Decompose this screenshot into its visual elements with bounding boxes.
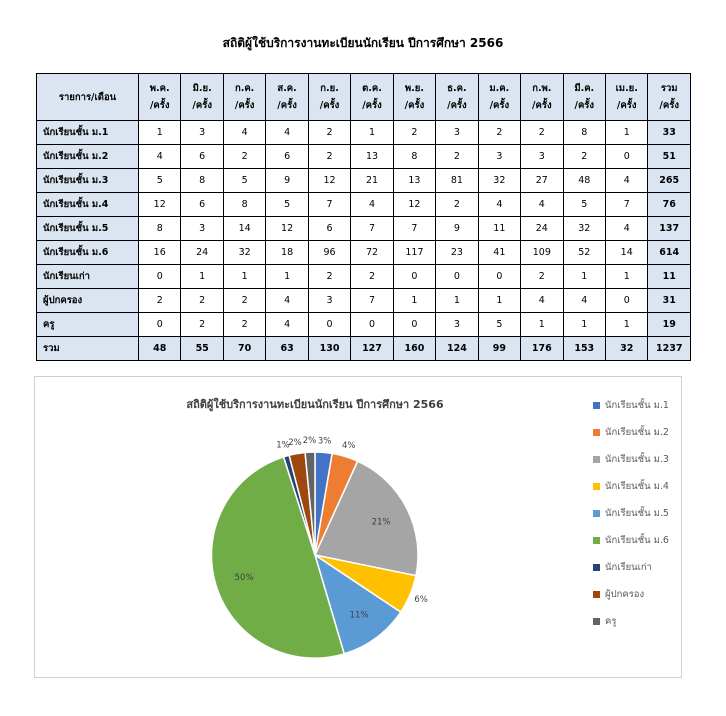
column-header-month: พ.ค. [149, 83, 170, 94]
legend-item [593, 608, 679, 635]
pie-data-label: 6% [414, 595, 428, 606]
table-cell: 7 [605, 193, 647, 217]
table-cell: 117 [393, 241, 435, 265]
table-cell: 2 [181, 289, 223, 313]
legend-item [593, 419, 679, 446]
chart-legend [593, 392, 679, 635]
table-row [37, 265, 691, 289]
table-cell: 2 [436, 193, 478, 217]
table-cell: 7 [351, 289, 393, 313]
table-cell: 109 [521, 241, 563, 265]
table-cell: 0 [351, 313, 393, 337]
table-cell: 2 [308, 121, 350, 145]
table-cell: 160 [393, 337, 435, 361]
legend-swatch [593, 483, 600, 490]
table-cell: 3 [521, 145, 563, 169]
table-cell: 4 [351, 193, 393, 217]
table-cell: 2 [308, 265, 350, 289]
column-header-month: ธ.ค. [447, 83, 467, 94]
row-label: นักเรียนเก่า [37, 265, 139, 289]
column-header [521, 74, 563, 121]
table-cell: 0 [478, 265, 520, 289]
legend-swatch [593, 537, 600, 544]
table-cell: 0 [139, 265, 181, 289]
table-cell: 1 [478, 289, 520, 313]
table-cell: 2 [521, 265, 563, 289]
table-cell: 4 [478, 193, 520, 217]
table-cell: 12 [308, 169, 350, 193]
legend-item [593, 554, 679, 581]
column-header-month: ส.ค. [277, 83, 297, 94]
legend-item [593, 527, 679, 554]
column-header-month: ก.พ. [532, 83, 552, 94]
table-row [37, 145, 691, 169]
table-body [37, 121, 691, 361]
column-header-unit: /ครั้ง [362, 100, 382, 111]
table-cell: 72 [351, 241, 393, 265]
table-cell: 4 [223, 121, 265, 145]
legend-swatch [593, 456, 600, 463]
column-header [605, 74, 647, 121]
table-cell: 27 [521, 169, 563, 193]
table-cell: 1 [223, 265, 265, 289]
table-cell: 8 [223, 193, 265, 217]
row-label: ผู้ปกครอง [37, 289, 139, 313]
table-row [37, 337, 691, 361]
legend-label: นักเรียนชั้น ม.3 [605, 454, 669, 465]
legend-swatch [593, 510, 600, 517]
table-cell: 32 [223, 241, 265, 265]
table-cell: 7 [393, 217, 435, 241]
row-label: นักเรียนชั้น ม.5 [37, 217, 139, 241]
table-cell: 5 [223, 169, 265, 193]
page-title: สถิติผู้ใช้บริการงานทะเบียนนักเรียน ปีการศึกษา 2566 [222, 36, 504, 50]
table-cell: 55 [181, 337, 223, 361]
table-cell: 4 [605, 169, 647, 193]
table-cell: 5 [563, 193, 605, 217]
table-cell: 18 [266, 241, 308, 265]
table-cell: 3 [308, 289, 350, 313]
table-cell: 9 [436, 217, 478, 241]
table-cell: 5 [139, 169, 181, 193]
chart-title: สถิติผู้ใช้บริการงานทะเบียนนักเรียน ปีการศึกษา 2566 [186, 398, 444, 411]
legend-label: นักเรียนเก่า [605, 562, 652, 573]
column-header [351, 74, 393, 121]
row-label: ครู [37, 313, 139, 337]
legend-swatch [593, 564, 600, 571]
table-cell: 5 [478, 313, 520, 337]
row-total-cell: 33 [648, 121, 691, 145]
table-cell: 41 [478, 241, 520, 265]
legend-swatch [593, 429, 600, 436]
table-cell: 2 [563, 145, 605, 169]
column-header [436, 74, 478, 121]
table-cell: 2 [393, 121, 435, 145]
table-cell: 2 [436, 145, 478, 169]
table-cell: 81 [436, 169, 478, 193]
legend-label: นักเรียนชั้น ม.1 [605, 400, 669, 411]
row-label: นักเรียนชั้น ม.4 [37, 193, 139, 217]
table-cell: 1 [605, 313, 647, 337]
pie-data-label: 21% [371, 517, 391, 528]
column-header-unit: /ครั้ง [489, 100, 510, 111]
legend-item [593, 500, 679, 527]
row-label: นักเรียนชั้น ม.6 [37, 241, 139, 265]
legend-item [593, 446, 679, 473]
table-cell: 9 [266, 169, 308, 193]
column-header-month: ม.ค. [489, 83, 510, 94]
column-header-unit: /ครั้ง [192, 100, 212, 111]
table-cell: 0 [308, 313, 350, 337]
table-cell: 13 [351, 145, 393, 169]
table-cell: 0 [605, 289, 647, 313]
table-cell: 32 [563, 217, 605, 241]
table-header [37, 74, 691, 121]
column-header-month: เม.ย. [615, 83, 638, 94]
table-cell: 2 [351, 265, 393, 289]
column-header-month: ก.ค. [234, 83, 255, 94]
row-total-cell: 137 [648, 217, 691, 241]
column-header-month: มี.ค. [574, 83, 595, 94]
column-header-month: รวม [660, 83, 678, 94]
table-cell: 6 [266, 145, 308, 169]
column-header-month: มิ.ย. [192, 83, 212, 94]
table-cell: 1 [605, 265, 647, 289]
column-header [266, 74, 308, 121]
column-header-unit: /ครั้ง [234, 100, 255, 111]
table-cell: 12 [266, 217, 308, 241]
column-header-unit: /ครั้ง [532, 100, 552, 111]
table-cell: 21 [351, 169, 393, 193]
table-cell: 52 [563, 241, 605, 265]
table-cell: 3 [478, 145, 520, 169]
table-cell: 7 [308, 193, 350, 217]
row-label: นักเรียนชั้น ม.3 [37, 169, 139, 193]
legend-label: นักเรียนชั้น ม.6 [605, 535, 669, 546]
column-header [139, 74, 181, 121]
table-cell: 0 [605, 145, 647, 169]
row-total-cell: 614 [648, 241, 691, 265]
table-cell: 2 [181, 313, 223, 337]
row-label: นักเรียนชั้น ม.1 [37, 121, 139, 145]
row-total-cell: 265 [648, 169, 691, 193]
legend-label: ผู้ปกครอง [605, 589, 645, 600]
table-cell: 0 [393, 313, 435, 337]
row-total-cell: 51 [648, 145, 691, 169]
column-header-unit: /ครั้ง [319, 100, 340, 111]
header-row [37, 74, 691, 121]
column-header-unit: /ครั้ง [574, 100, 595, 111]
column-header [308, 74, 350, 121]
table-row [37, 313, 691, 337]
table-cell: 1 [563, 313, 605, 337]
column-header [478, 74, 520, 121]
table-cell: 1 [266, 265, 308, 289]
pie-data-label: 2% [302, 436, 317, 447]
table-cell: 24 [521, 217, 563, 241]
column-header-unit: /ครั้ง [616, 100, 637, 111]
legend-item [593, 392, 679, 419]
table-cell: 4 [139, 145, 181, 169]
legend-label: นักเรียนชั้น ม.4 [605, 481, 669, 492]
table-cell: 6 [308, 217, 350, 241]
column-header [223, 74, 265, 121]
table-cell: 12 [139, 193, 181, 217]
table-cell: 32 [478, 169, 520, 193]
table-cell: 6 [181, 145, 223, 169]
pie-data-label: 50% [234, 572, 254, 583]
pie-data-label: 2% [288, 437, 302, 448]
table-cell: 4 [605, 217, 647, 241]
legend-swatch [593, 591, 600, 598]
table-cell: 12 [393, 193, 435, 217]
table-cell: 130 [308, 337, 350, 361]
table-cell: 24 [181, 241, 223, 265]
table-cell: 0 [139, 313, 181, 337]
table-cell: 96 [308, 241, 350, 265]
row-header-cell: รายการ/เดือน [37, 74, 139, 121]
table-cell: 8 [563, 121, 605, 145]
row-label: นักเรียนชั้น ม.2 [37, 145, 139, 169]
table-cell: 2 [521, 121, 563, 145]
table-cell: 1 [139, 121, 181, 145]
legend-swatch [593, 618, 600, 625]
table-cell: 4 [266, 313, 308, 337]
column-header-month: ต.ค. [362, 83, 382, 94]
table-cell: 1 [351, 121, 393, 145]
table-cell: 16 [139, 241, 181, 265]
table-cell: 176 [521, 337, 563, 361]
table-cell: 3 [181, 217, 223, 241]
table-cell: 153 [563, 337, 605, 361]
table-cell: 3 [436, 121, 478, 145]
row-label: รวม [37, 337, 139, 361]
table-cell: 8 [139, 217, 181, 241]
pie-data-label: 4% [341, 441, 356, 451]
table-cell: 4 [563, 289, 605, 313]
column-header-unit: /ครั้ง [149, 100, 170, 111]
table-cell: 127 [351, 337, 393, 361]
column-header [181, 74, 223, 121]
table-cell: 11 [478, 217, 520, 241]
table-cell: 2 [478, 121, 520, 145]
row-total-cell: 76 [648, 193, 691, 217]
table-row [37, 217, 691, 241]
table-cell: 6 [181, 193, 223, 217]
table-cell: 1 [393, 289, 435, 313]
column-header-month: ก.ย. [320, 83, 339, 94]
table-row [37, 289, 691, 313]
table-cell: 2 [308, 145, 350, 169]
column-header-unit: /ครั้ง [447, 100, 467, 111]
table-cell: 14 [223, 217, 265, 241]
table-cell: 70 [223, 337, 265, 361]
table-cell: 8 [181, 169, 223, 193]
table-row [37, 169, 691, 193]
table-cell: 4 [521, 289, 563, 313]
table-row [37, 121, 691, 145]
table-row [37, 241, 691, 265]
pie-data-label: 1% [276, 440, 290, 451]
table-cell: 1 [521, 313, 563, 337]
table-cell: 1 [436, 289, 478, 313]
row-total-cell: 1237 [648, 337, 691, 361]
row-total-cell: 19 [648, 313, 691, 337]
table-cell: 4 [266, 121, 308, 145]
pie-data-label: 11% [349, 610, 369, 621]
table-cell: 0 [436, 265, 478, 289]
table-cell: 4 [521, 193, 563, 217]
table-cell: 4 [266, 289, 308, 313]
table-cell: 8 [393, 145, 435, 169]
legend-label: นักเรียนชั้น ม.2 [605, 427, 669, 438]
table-cell: 14 [605, 241, 647, 265]
legend-swatch [593, 402, 600, 409]
table-cell: 48 [563, 169, 605, 193]
statistics-table [36, 73, 691, 361]
column-header [393, 74, 435, 121]
legend-label: ครู [605, 616, 617, 627]
table-cell: 1 [181, 265, 223, 289]
table-cell: 13 [393, 169, 435, 193]
table-row [37, 193, 691, 217]
table-cell: 0 [393, 265, 435, 289]
table-cell: 2 [223, 289, 265, 313]
pie-chart-panel [34, 376, 682, 678]
legend-item [593, 473, 679, 500]
table-cell: 2 [223, 313, 265, 337]
table-cell: 2 [223, 145, 265, 169]
table-cell: 1 [563, 265, 605, 289]
column-header-month: พ.ย. [404, 83, 424, 94]
row-total-cell: 31 [648, 289, 691, 313]
pie-chart [35, 377, 595, 677]
table-cell: 1 [605, 121, 647, 145]
table-cell: 3 [436, 313, 478, 337]
table-cell: 63 [266, 337, 308, 361]
table-cell: 99 [478, 337, 520, 361]
table-cell: 7 [351, 217, 393, 241]
legend-item [593, 581, 679, 608]
table-cell: 48 [139, 337, 181, 361]
table-cell: 23 [436, 241, 478, 265]
column-header-unit: /ครั้ง [404, 100, 425, 111]
column-header [648, 74, 691, 121]
column-header-unit: /ครั้ง [277, 100, 297, 111]
column-header-unit: /ครั้ง [659, 100, 679, 111]
table-cell: 3 [181, 121, 223, 145]
pie-data-label: 3% [317, 436, 332, 447]
legend-label: นักเรียนชั้น ม.5 [605, 508, 669, 519]
table-cell: 124 [436, 337, 478, 361]
table-cell: 32 [605, 337, 647, 361]
table-cell: 2 [139, 289, 181, 313]
table-cell: 5 [266, 193, 308, 217]
row-total-cell: 11 [648, 265, 691, 289]
column-header [563, 74, 605, 121]
